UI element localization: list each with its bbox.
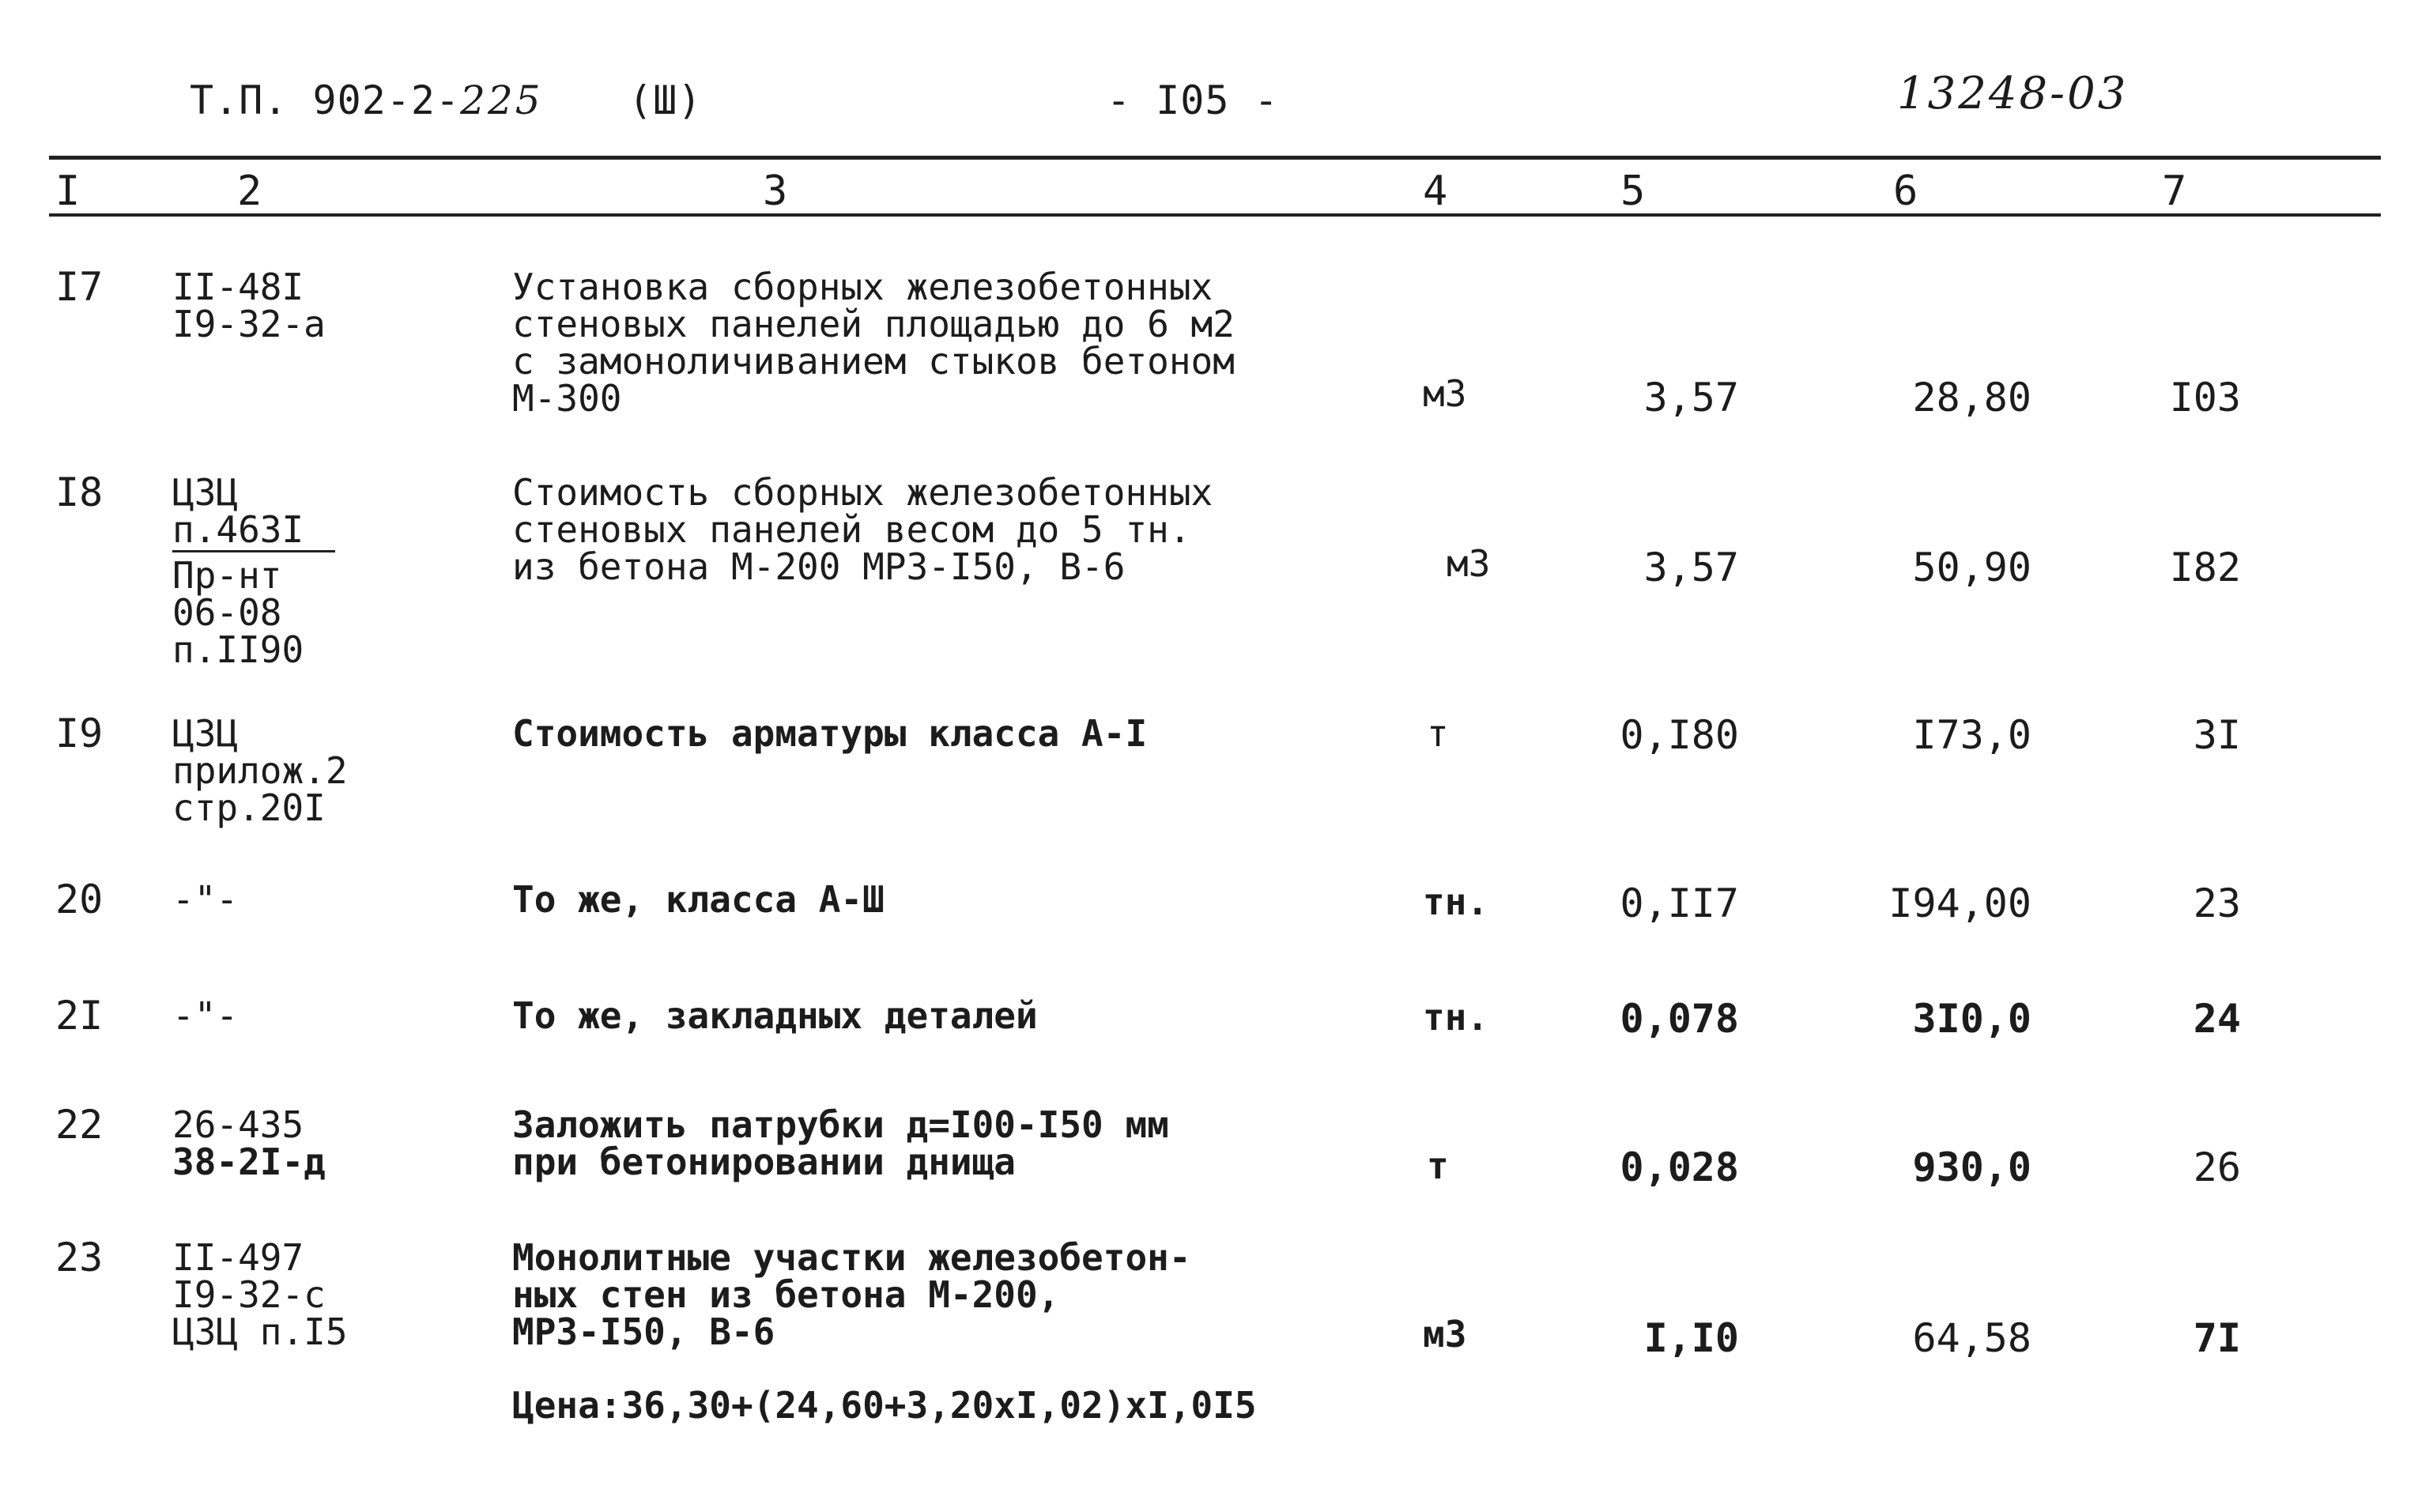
ref-underlined: п.463I [172, 511, 335, 552]
ref-line: Пр-нт [172, 554, 282, 597]
desc-line: М-300 [512, 377, 622, 420]
row-unit-price: I73,0 [1912, 712, 2031, 758]
column-header-rule [49, 213, 2381, 217]
row-unit: т [1427, 1144, 1449, 1187]
row-unit: м3 [1423, 372, 1467, 415]
row-quantity: 0,II7 [1620, 880, 1739, 926]
desc-line: Монолитные участки железобетон- [512, 1236, 1191, 1279]
row-number: 20 [55, 877, 104, 922]
col-num-3: 3 [763, 168, 788, 215]
ref-line: 26-435 [172, 1103, 304, 1146]
row-unit-price: 64,58 [1912, 1315, 2031, 1361]
row-quantity: 0,028 [1620, 1144, 1739, 1190]
ref-line: ЦЗЦ [172, 471, 239, 514]
row-description [512, 712, 1148, 755]
row-reference [172, 1236, 348, 1353]
col-num-2: 2 [237, 168, 262, 215]
page-number: - I05 - [1107, 77, 1279, 123]
ref-line [172, 508, 335, 552]
desc-line: из бетона М-200 МРЗ-I50, В-6 [512, 545, 1126, 588]
row-unit-price: 3I0,0 [1912, 996, 2031, 1042]
row-unit: тн. [1423, 880, 1489, 923]
row-unit: тн. [1423, 996, 1489, 1039]
row-description [512, 471, 1213, 588]
ref-line: -"- [172, 994, 239, 1037]
row-total: 24 [2193, 996, 2241, 1042]
row-unit: м3 [1447, 542, 1491, 585]
ref-line: 06-08 [172, 591, 282, 634]
row-quantity: 0,078 [1620, 996, 1739, 1042]
ref-line: II-48I [172, 266, 304, 308]
ref-line: -"- [172, 878, 239, 921]
desc-line: То же, класса А-Ш [512, 878, 885, 921]
row-reference [172, 471, 335, 671]
row-unit: м3 [1423, 1313, 1467, 1356]
row-description [512, 266, 1235, 420]
row-total: I82 [2169, 545, 2241, 590]
doc-code: 13248-03 [1897, 68, 2129, 119]
col-num-1: I [55, 168, 81, 215]
desc-line: при бетонировании днища [512, 1141, 1016, 1183]
row-total: 23 [2193, 880, 2241, 926]
col-num-5: 5 [1620, 168, 1646, 215]
row-number: I8 [55, 469, 104, 515]
row-reference [172, 878, 239, 921]
desc-line: стеновых панелей площадью до 6 м2 [512, 303, 1235, 345]
doc-prefix: Т.П. 902-2- [190, 77, 461, 123]
col-num-7: 7 [2162, 168, 2187, 215]
row-total: 3I [2193, 712, 2241, 758]
row-reference [172, 712, 348, 829]
row-description [512, 878, 885, 921]
top-rule [49, 156, 2381, 160]
row-total: 26 [2193, 1144, 2241, 1190]
doc-handwritten-number: 225 [460, 77, 543, 123]
desc-line: То же, закладных деталей [512, 994, 1038, 1037]
desc-line: с замоноличиванием стыков бетоном [512, 340, 1235, 383]
row-reference [172, 994, 239, 1037]
desc-line: МРЗ-I50, В-6 [512, 1310, 775, 1353]
ref-line: стр.20I [172, 786, 326, 829]
desc-line: Установка сборных железобетонных [512, 266, 1213, 308]
ref-line: 38-2I-д [172, 1141, 326, 1183]
ref-line: ЦЗЦ [172, 712, 239, 755]
row-reference [172, 1103, 326, 1183]
row-number: 22 [55, 1102, 104, 1148]
row-unit-price: 28,80 [1912, 375, 2031, 420]
doc-number [190, 77, 543, 123]
desc-line: Заложить патрубки д=I00-I50 мм [512, 1103, 1169, 1146]
row-reference [172, 266, 326, 345]
desc-line: Стоимость сборных железобетонных [512, 471, 1213, 514]
col-num-4: 4 [1423, 168, 1448, 215]
row-number: I9 [55, 711, 104, 756]
ref-line: I9-32-с [172, 1273, 326, 1316]
desc-line: стеновых панелей весом до 5 тн. [512, 508, 1191, 551]
ref-line: II-497 [172, 1236, 304, 1279]
row-unit-price: 50,90 [1912, 545, 2031, 590]
row-description [512, 994, 1038, 1037]
row-quantity: 3,57 [1643, 545, 1739, 590]
row-number: 23 [55, 1235, 104, 1280]
row-total: 7I [2193, 1315, 2241, 1361]
row-unit: т [1427, 712, 1449, 755]
col-num-6: 6 [1893, 168, 1918, 215]
row-quantity: 3,57 [1643, 375, 1739, 420]
ref-line: прилож.2 [172, 749, 348, 792]
ref-line: I9-32-а [172, 303, 326, 345]
row-unit-price: I94,00 [1888, 880, 2031, 926]
row-quantity: I,I0 [1643, 1315, 1739, 1361]
row-description [512, 1103, 1169, 1183]
row-total: I03 [2169, 375, 2241, 420]
row-description [512, 1236, 1191, 1353]
row-number: I7 [55, 264, 104, 310]
price-formula-note: Цена:36,30+(24,60+3,20хI,02)хI,0I5 [512, 1384, 1257, 1427]
ref-line: п.II90 [172, 628, 304, 671]
row-quantity: 0,I80 [1620, 712, 1739, 758]
row-unit-price: 930,0 [1912, 1144, 2031, 1190]
desc-line: ных стен из бетона М-200, [512, 1273, 1060, 1316]
row-number: 2I [55, 993, 104, 1039]
volume-mark: (Ш) [628, 77, 703, 123]
desc-line: Стоимость арматуры класса А-I [512, 712, 1148, 755]
ref-line: ЦЗЦ п.I5 [172, 1310, 348, 1353]
